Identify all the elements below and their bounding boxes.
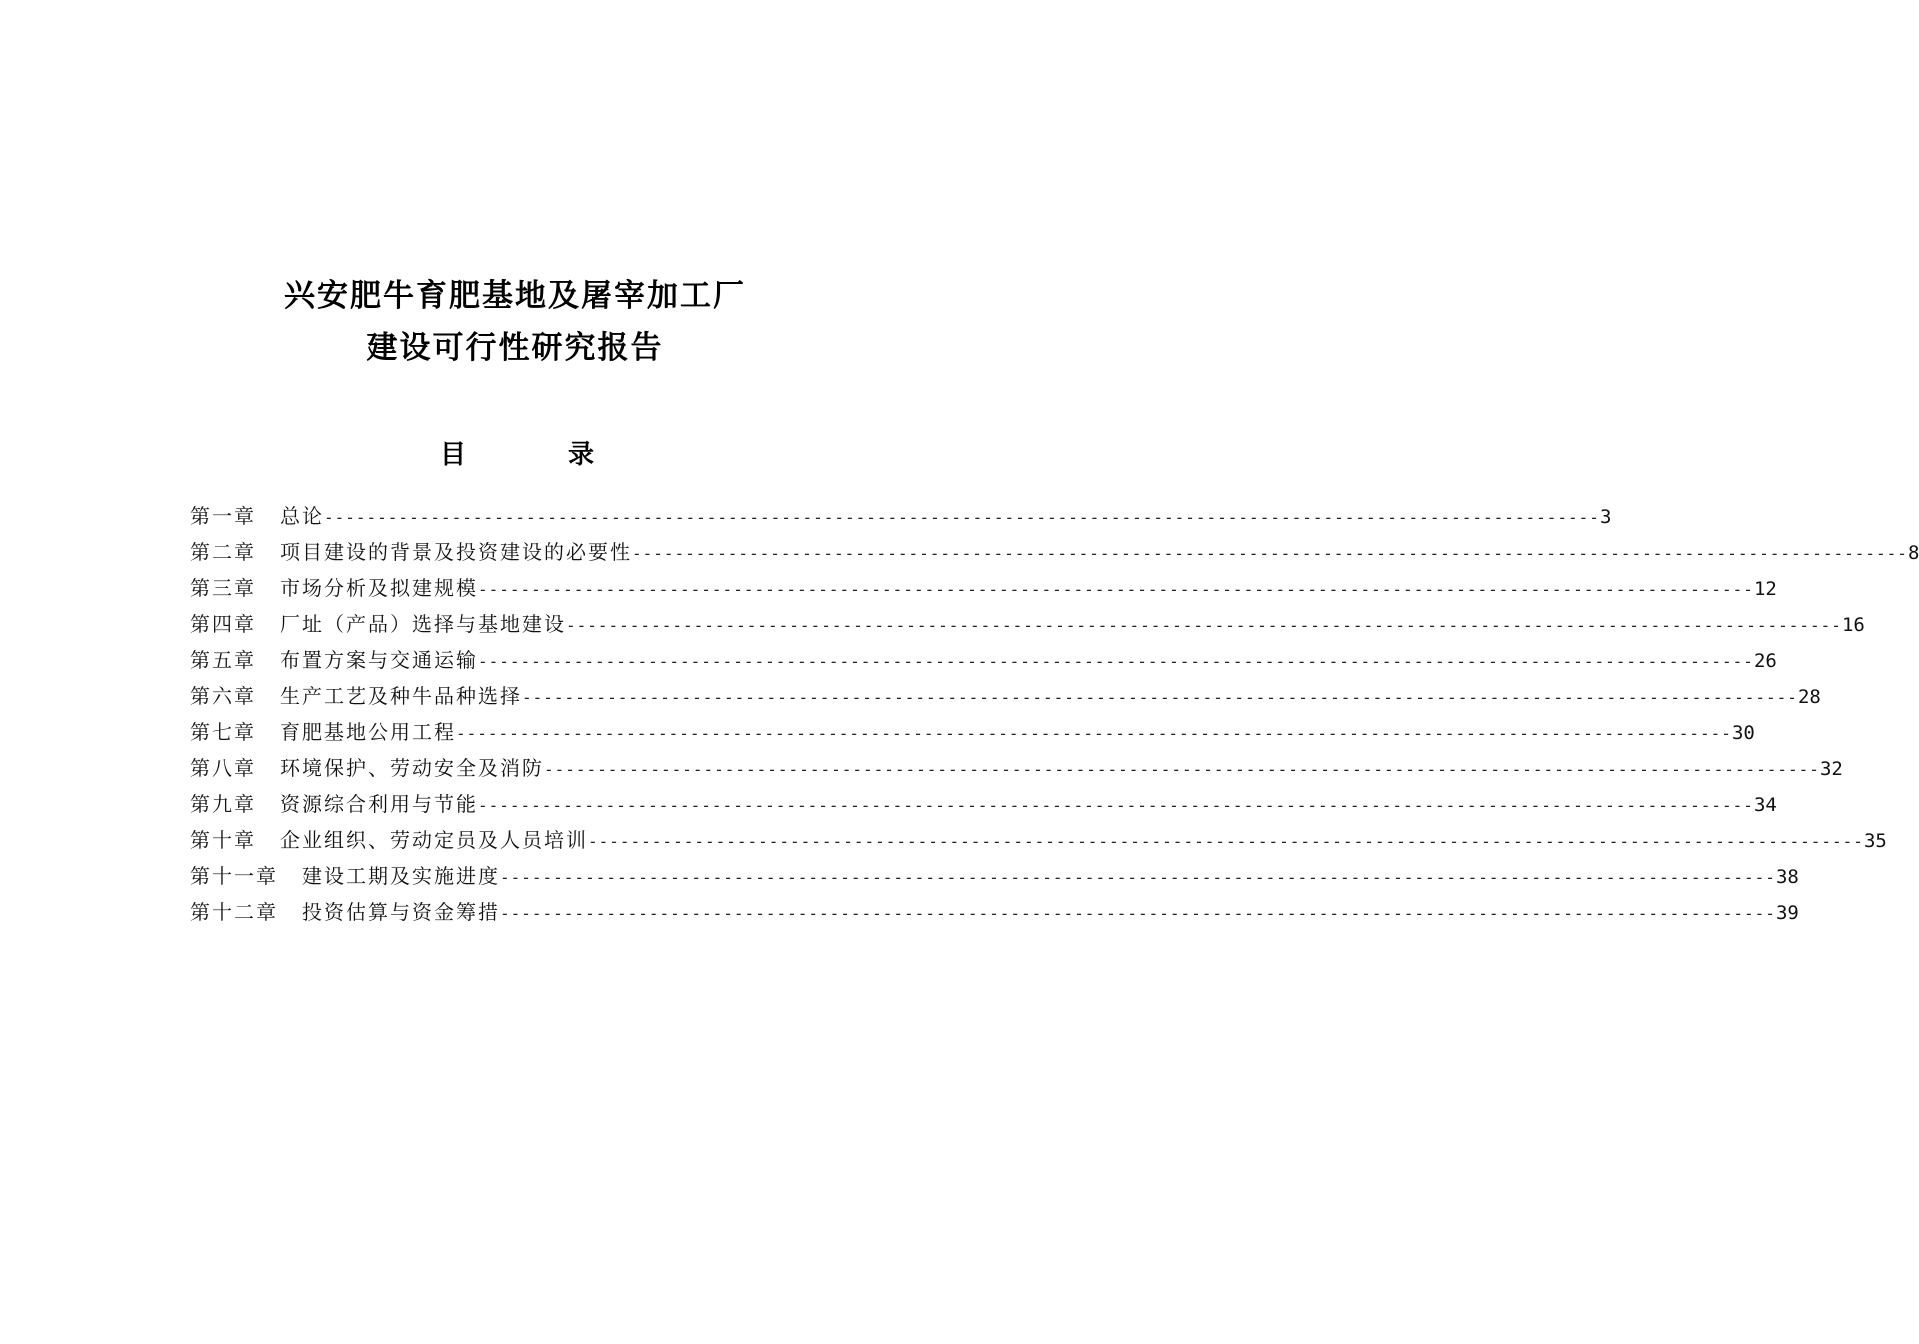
- toc-chapter: 第一章: [190, 504, 256, 528]
- toc-title: 企业组织、劳动定员及人员培训: [280, 828, 588, 852]
- toc-page-number: 35: [1863, 830, 1887, 852]
- table-of-contents: [190, 498, 1919, 930]
- toc-entry[interactable]: [190, 714, 1755, 750]
- toc-entry[interactable]: [190, 858, 1799, 894]
- title-line-1: 兴安肥牛育肥基地及屠宰加工厂: [284, 278, 746, 314]
- toc-heading-char-2: 录: [568, 440, 595, 470]
- toc-title: 总论: [280, 504, 324, 528]
- toc-entry[interactable]: [190, 750, 1843, 786]
- toc-chapter: 第五章: [190, 648, 256, 672]
- toc-heading-char-1: 目: [440, 440, 467, 470]
- toc-entry[interactable]: [190, 786, 1777, 822]
- toc-page-number: 34: [1753, 794, 1777, 816]
- toc-leader: ------------------------------------------------------------------------------------------------------------------------: [500, 868, 1776, 887]
- toc-title: 育肥基地公用工程: [280, 720, 456, 744]
- toc-entry[interactable]: [190, 570, 1777, 606]
- toc-entry[interactable]: [190, 678, 1821, 714]
- toc-leader: ------------------------------------------------------------------------------------------------------------------------: [588, 832, 1864, 851]
- title-line-2: 建设可行性研究报告: [366, 330, 664, 366]
- toc-chapter: 第二章: [190, 540, 256, 564]
- toc-title: 环境保护、劳动安全及消防: [280, 756, 544, 780]
- toc-page-number: 3: [1599, 506, 1612, 528]
- toc-leader: ------------------------------------------------------------------------------------------------------------------------: [324, 508, 1600, 527]
- toc-title: 生产工艺及种牛品种选择: [280, 684, 522, 708]
- toc-title: 市场分析及拟建规模: [280, 576, 478, 600]
- toc-page-number: 12: [1753, 578, 1777, 600]
- toc-leader: ------------------------------------------------------------------------------------------------------------------------: [500, 904, 1776, 923]
- toc-title: 投资估算与资金筹措: [302, 900, 500, 924]
- toc-entry[interactable]: [190, 894, 1799, 930]
- toc-chapter: 第十章: [190, 828, 256, 852]
- toc-leader: ------------------------------------------------------------------------------------------------------------------------: [522, 688, 1798, 707]
- toc-title: 布置方案与交通运输: [280, 648, 478, 672]
- toc-entry[interactable]: [190, 498, 1612, 534]
- toc-chapter: 第四章: [190, 612, 256, 636]
- toc-page-number: 28: [1797, 686, 1821, 708]
- toc-leader: ------------------------------------------------------------------------------------------------------------------------: [544, 760, 1820, 779]
- toc-chapter: 第六章: [190, 684, 256, 708]
- toc-page-number: 39: [1775, 902, 1799, 924]
- toc-chapter: 第十一章: [190, 864, 278, 888]
- toc-entry[interactable]: [190, 534, 1919, 570]
- toc-page-number: 38: [1775, 866, 1799, 888]
- toc-chapter: 第八章: [190, 756, 256, 780]
- toc-chapter: 第九章: [190, 792, 256, 816]
- toc-title: 资源综合利用与节能: [280, 792, 478, 816]
- toc-page-number: 16: [1841, 614, 1865, 636]
- toc-chapter: 第十二章: [190, 900, 278, 924]
- toc-page-number: 32: [1819, 758, 1843, 780]
- toc-title: 建设工期及实施进度: [302, 864, 500, 888]
- toc-chapter: 第七章: [190, 720, 256, 744]
- toc-page-number: 26: [1753, 650, 1777, 672]
- toc-leader: ------------------------------------------------------------------------------------------------------------------------: [478, 580, 1754, 599]
- toc-chapter: 第三章: [190, 576, 256, 600]
- toc-page-number: 8: [1907, 542, 1919, 564]
- toc-title: 项目建设的背景及投资建设的必要性: [280, 540, 632, 564]
- toc-entry[interactable]: [190, 642, 1777, 678]
- toc-leader: ------------------------------------------------------------------------------------------------------------------------: [632, 544, 1908, 563]
- report-title: [0, 270, 950, 374]
- toc-entry[interactable]: [190, 822, 1887, 858]
- toc-leader: ------------------------------------------------------------------------------------------------------------------------: [478, 796, 1754, 815]
- toc-leader: ------------------------------------------------------------------------------------------------------------------------: [456, 724, 1732, 743]
- toc-entry[interactable]: [190, 606, 1865, 642]
- toc-page-number: 30: [1731, 722, 1755, 744]
- toc-leader: ------------------------------------------------------------------------------------------------------------------------: [478, 652, 1754, 671]
- toc-title: 厂址（产品）选择与基地建设: [280, 612, 566, 636]
- toc-leader: ------------------------------------------------------------------------------------------------------------------------: [566, 616, 1842, 635]
